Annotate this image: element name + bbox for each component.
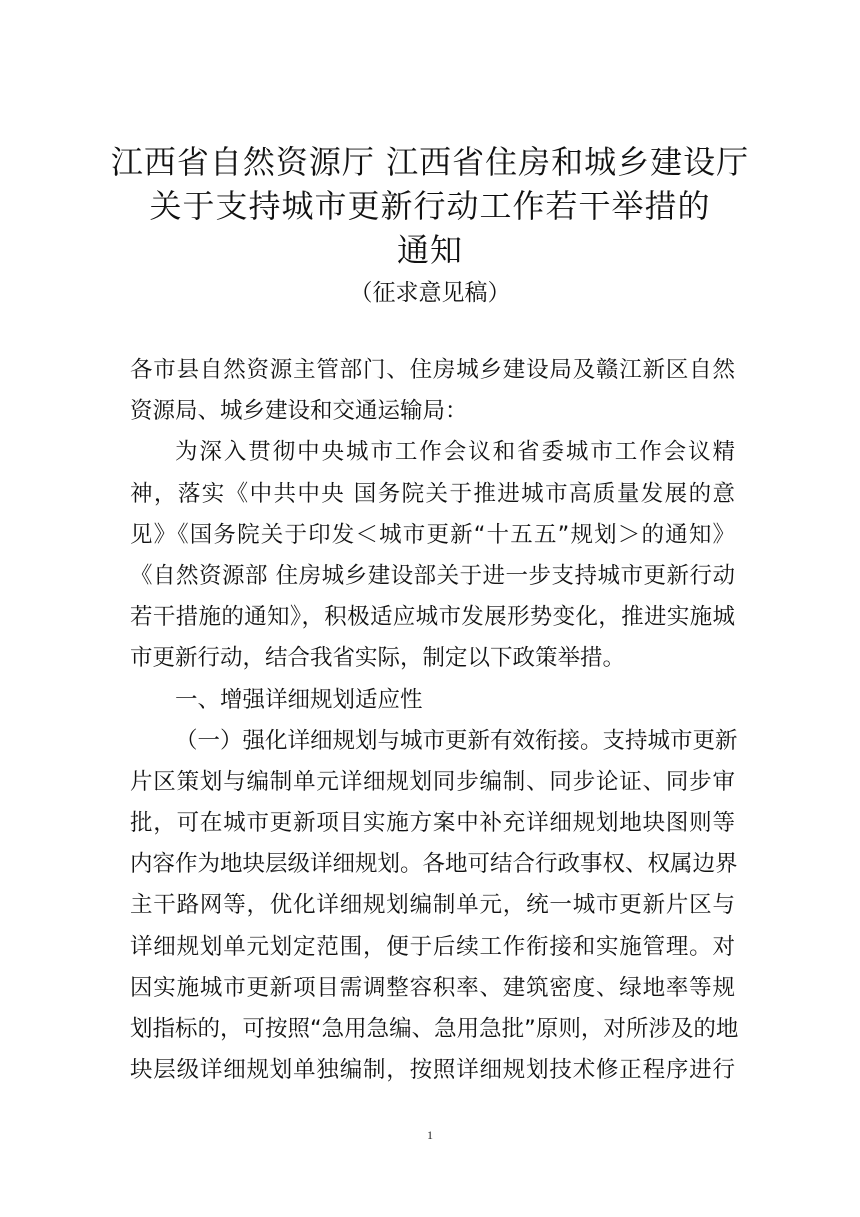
- preamble-line-1: 为深入贯彻中央城市工作会议和省委城市工作会议精: [175, 439, 735, 466]
- clause-1-line-3: 批，可在城市更新项目实施方案中补充详细规划地块图则等: [130, 810, 735, 837]
- clause-1-line-7: 因实施城市更新项目需调整容积率、建筑密度、绿地率等规: [130, 974, 735, 1001]
- clause-1-line-2: 片区策划与编制单元详细规划同步编制、同步论证、同步审: [130, 768, 735, 795]
- clause-1-line-1: （一）强化详细规划与城市更新有效衔接。支持城市更新: [175, 727, 738, 754]
- preamble-line-5: 若干措施的通知》，积极适应城市发展形势变化，推进实施城: [130, 604, 735, 631]
- clause-1-line-6: 详细规划单元划定范围，便于后续工作衔接和实施管理。对: [130, 933, 735, 960]
- page-number: 1: [427, 1128, 433, 1142]
- document-title-line-3: 通知: [396, 231, 463, 269]
- clause-1-line-4: 内容作为地块层级详细规划。各地可结合行政事权、权属边界: [130, 851, 738, 878]
- document-subtitle: （征求意见稿）: [349, 280, 511, 306]
- clause-1-line-5: 主干路网等，优化详细规划编制单元，统一城市更新片区与: [130, 892, 735, 919]
- document-body: [130, 350, 739, 1091]
- document-title-block: [0, 140, 860, 310]
- preamble-line-6: 市更新行动，结合我省实际，制定以下政策举措。: [130, 645, 626, 672]
- clause-1-line-9: 块层级详细规划单独编制，按照详细规划技术修正程序进行: [130, 1057, 735, 1084]
- preamble-line-3: 见》《国务院关于印发＜城市更新“十五五”规划＞的通知》: [130, 521, 735, 548]
- addressee-line-2: 资源局、城乡建设和交通运输局：: [130, 398, 468, 425]
- preamble-line-4: 《自然资源部 住房城乡建设部关于进一步支持城市更新行动: [130, 562, 735, 589]
- addressee-line-1: 各市县自然资源主管部门、住房城乡建设局及赣江新区自然: [130, 357, 735, 383]
- section-heading-1: 一、增强详细规划适应性: [175, 686, 423, 713]
- preamble-line-2: 神，落实《中共中央 国务院关于推进城市高质量发展的意: [130, 480, 735, 507]
- document-title-line-2: 关于支持城市更新行动工作若干举措的: [149, 187, 711, 225]
- clause-1-line-8: 划指标的，可按照“急用急编、急用急批”原则，对所涉及的地: [130, 1016, 739, 1042]
- document-title-line-1: 江西省自然资源厅 江西省住房和城乡建设厅: [110, 143, 750, 181]
